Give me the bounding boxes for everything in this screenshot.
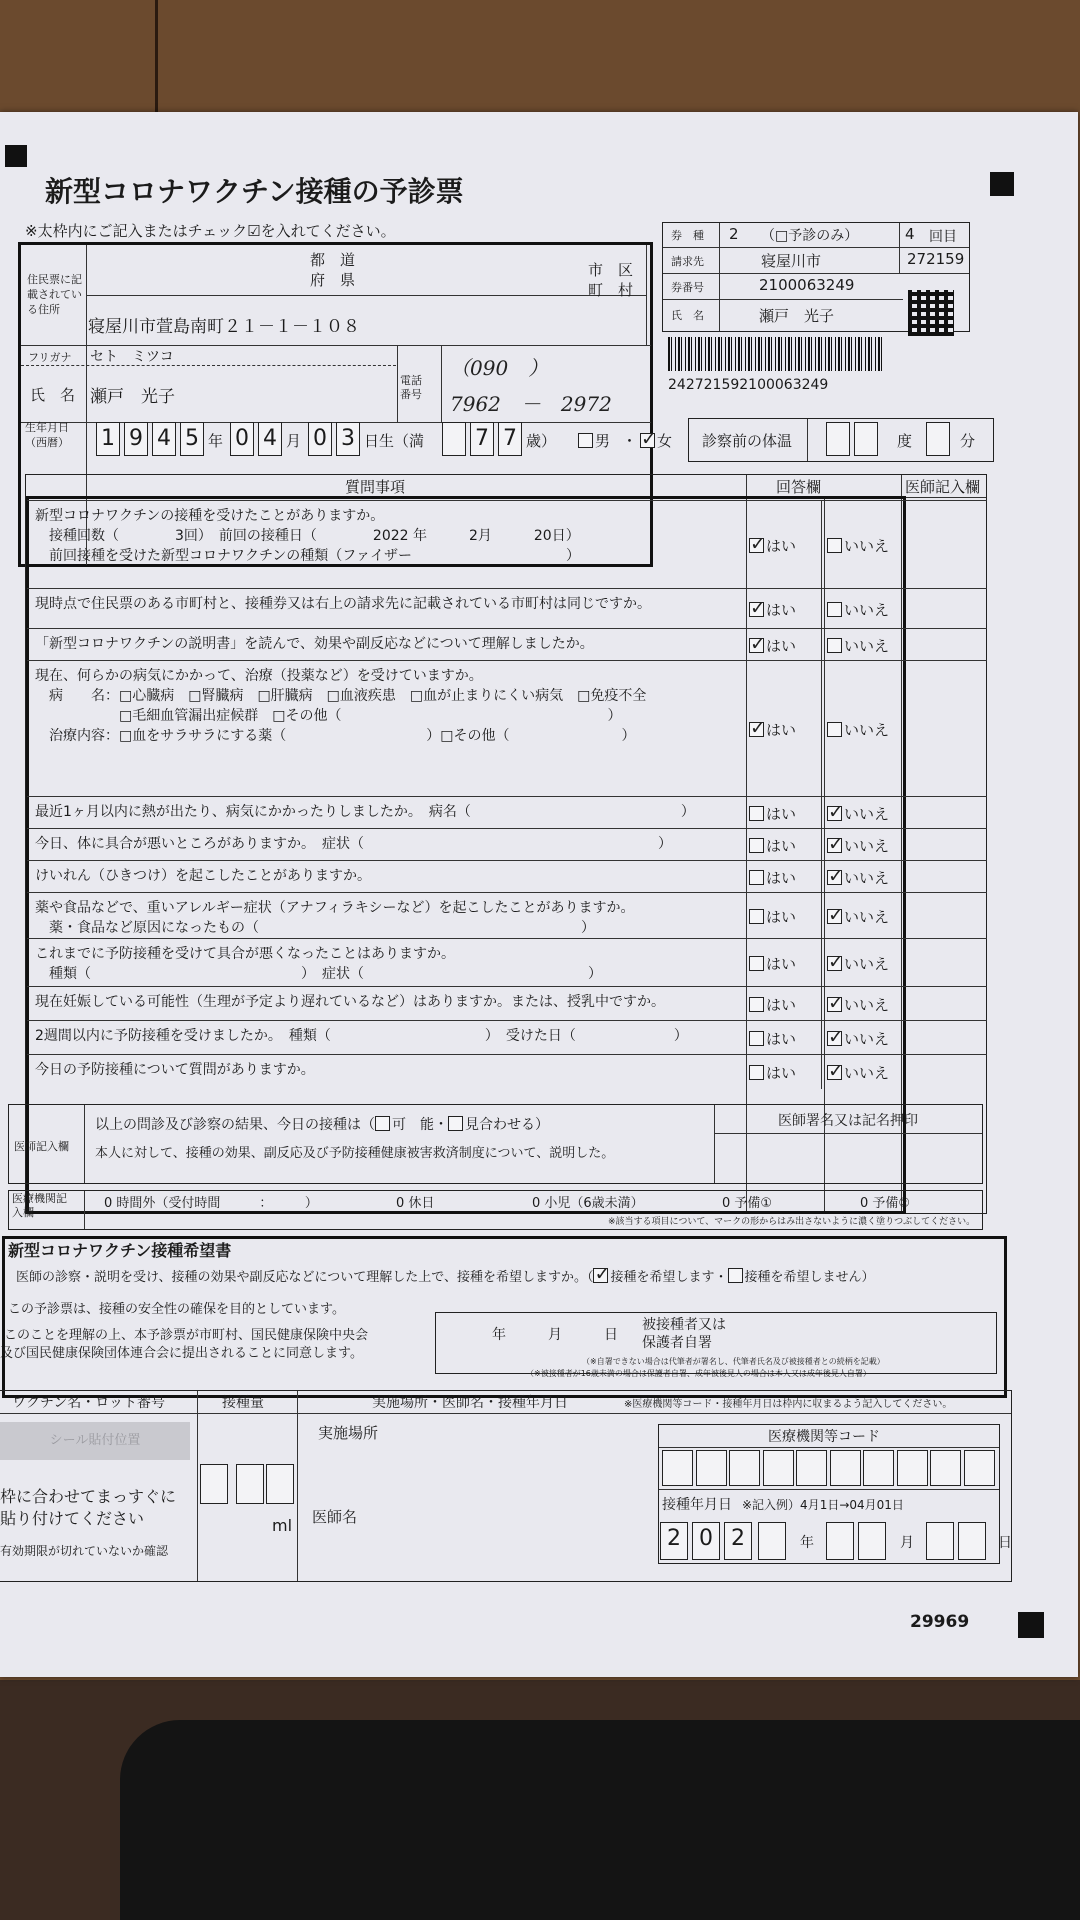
vaccine-day-digit[interactable]: [926, 1522, 954, 1560]
place-label: 実施場所: [318, 1424, 379, 1442]
institution-code-cell[interactable]: [830, 1450, 861, 1486]
qr-code: [908, 290, 954, 336]
yes-checkbox[interactable]: [749, 909, 764, 924]
no-checkbox[interactable]: [827, 956, 842, 971]
temp-min: 分: [960, 432, 976, 450]
age-suffix: 歳）: [526, 432, 557, 450]
barcode: [668, 337, 883, 371]
yes-label: はい: [766, 908, 797, 926]
age-digit: 7: [470, 422, 494, 456]
no-label: いいえ: [844, 837, 890, 855]
institution-code-cell[interactable]: [964, 1450, 995, 1486]
answer-yes[interactable]: [749, 635, 796, 656]
answer-yes[interactable]: [749, 803, 796, 824]
no-checkbox[interactable]: [827, 838, 842, 853]
yes-checkbox[interactable]: [749, 538, 764, 553]
phone-label: 電話番号: [400, 374, 422, 401]
question-text: 治療内容：□血をサラサラにする薬（ ）□その他（ ）: [35, 728, 636, 744]
institution-option[interactable]: 0 小児（6歳未満）: [532, 1196, 644, 1211]
ticket-count: 4: [905, 225, 915, 243]
birth-year-digit: 9: [124, 422, 148, 456]
questionnaire-sheet: [0, 112, 1078, 1677]
name-value: 瀬戸 光子: [90, 387, 175, 407]
answer-yes[interactable]: [749, 1028, 796, 1049]
consent-note1: （※自署できない場合は代筆者が署名し、代筆者氏名及び被接種者との続柄を記載）: [582, 1357, 885, 1366]
date-label: 接種年月日: [662, 1497, 732, 1513]
amount-digit[interactable]: [266, 1464, 294, 1504]
vaccine-day-suffix: 日: [998, 1535, 1012, 1551]
no-label: いいえ: [844, 721, 890, 739]
year-suffix: 年: [208, 432, 224, 450]
doctor-line2: 本人に対して、接種の効果、副反応及び予防接種健康被害救済制度について、説明した。: [95, 1146, 615, 1161]
no-checkbox[interactable]: [827, 638, 842, 653]
institution-code-cell[interactable]: [863, 1450, 894, 1486]
no-checkbox[interactable]: [827, 997, 842, 1012]
birth-label: 生年月日（西暦）: [25, 421, 69, 449]
institution-code-label: 医療機関等コード: [768, 1429, 880, 1445]
sticker-hint1: 枠に合わせてまっすぐに: [0, 1487, 177, 1506]
institution-option[interactable]: 0 予備①: [722, 1196, 773, 1211]
female-checkbox[interactable]: [640, 433, 655, 448]
no-checkbox[interactable]: [827, 1031, 842, 1046]
vaccine-note: ※医療機関等コード・接種年月日は枠内に収まるよう記入してください。: [624, 1399, 953, 1410]
question-text: 新型コロナワクチンの接種を受けたことがありますか。: [35, 508, 385, 524]
institution-option[interactable]: 0 休日: [396, 1196, 435, 1211]
vaccine-month-digit[interactable]: [858, 1522, 886, 1560]
no-label: いいえ: [844, 955, 890, 973]
question-row: [27, 796, 987, 828]
answer-no[interactable]: [827, 953, 889, 974]
birth-day-digit: 3: [336, 422, 360, 456]
temp-label: 診察前の体温: [702, 432, 793, 450]
consent-line1: 医師の診察・説明を受け、接種の効果や副反応などについて理解した上で、接種を希望しますか。（✓ 接種を希望します・ 接種を希望しません）: [16, 1266, 875, 1285]
yes-checkbox[interactable]: [749, 722, 764, 737]
birth-month-digit: 0: [230, 422, 254, 456]
ticket-type-note: （□予診のみ）: [761, 228, 859, 244]
question-text: 現在、何らかの病気にかかって、治療（投薬など）を受けていますか。: [35, 668, 483, 684]
sex-male[interactable]: 男: [578, 430, 610, 451]
question-row: [27, 1054, 987, 1088]
question-text: これまでに予防接種を受けて具合が悪くなったことはありますか。: [35, 946, 455, 962]
vaccine-year-digit: 2: [724, 1522, 752, 1560]
consent-note2: （※被接種者が16歳未満の場合は保護者自署、成年被後見人の場合は本人又は成年後見人自署）: [526, 1369, 871, 1378]
no-label: いいえ: [844, 869, 890, 887]
male-checkbox[interactable]: [578, 433, 593, 448]
birth-day-digit: 0: [308, 422, 332, 456]
sticker-hint2: 貼り付けてください: [0, 1509, 145, 1528]
yes-checkbox[interactable]: [749, 1031, 764, 1046]
institution-option[interactable]: 0 予備②: [860, 1196, 911, 1211]
birth-year-digit: 1: [96, 422, 120, 456]
no-label: いいえ: [844, 537, 890, 555]
answer-yes[interactable]: [749, 535, 796, 556]
consent-title: 新型コロナワクチン接種希望書: [8, 1241, 232, 1260]
question-text: 前回接種を受けた新型コロナワクチンの種類（ファイザー ）: [35, 548, 581, 564]
birth-month-digit: 4: [258, 422, 282, 456]
nowish-checkbox[interactable]: [728, 1268, 743, 1283]
wish-checkbox[interactable]: [593, 1268, 608, 1283]
temp-digit[interactable]: [854, 422, 878, 456]
amount-digit[interactable]: [236, 1464, 264, 1504]
institution-code-cell[interactable]: [763, 1450, 794, 1486]
vaccine-year-suffix: 年: [800, 1535, 814, 1551]
answer-no[interactable]: [827, 719, 889, 740]
no-label: いいえ: [844, 1030, 890, 1048]
question-text: 今日、体に具合が悪いところがありますか。 症状（ ）: [35, 836, 672, 852]
answer-yes[interactable]: [749, 867, 796, 888]
consent-signer2: 保護者自署: [642, 1335, 712, 1351]
ticket-type-value: 2: [729, 225, 739, 243]
question-row: [27, 1020, 987, 1054]
question-row: [27, 628, 987, 660]
question-text: けいれん（ひきつけ）を起こしたことがありますか。: [35, 868, 371, 884]
institution-code-cell[interactable]: [897, 1450, 928, 1486]
no-label: いいえ: [844, 996, 890, 1014]
ticket-count-suffix: 回目: [929, 229, 957, 245]
answer-no[interactable]: [827, 906, 889, 927]
requester-value: 寝屋川市: [761, 252, 822, 270]
registration-mark: [5, 145, 27, 167]
answer-yes[interactable]: [749, 835, 796, 856]
doctor-signature-label: 医師署名又は記名押印: [778, 1113, 918, 1129]
no-label: いいえ: [844, 637, 890, 655]
yes-checkbox[interactable]: [749, 956, 764, 971]
question-row: [27, 828, 987, 860]
consent-line2: この予診票は、接種の安全性の確保を目的としています。: [8, 1302, 345, 1317]
consent-line3: このことを理解の上、本予診票が市町村、国民健康保険中央会: [4, 1328, 369, 1343]
question-row: [27, 986, 987, 1020]
institution-note: ※該当する項目について、マークの形からはみ出さないように濃く塗りつぶしてください。: [608, 1217, 976, 1227]
no-label: いいえ: [844, 908, 890, 926]
ticket-name-label: 氏 名: [671, 309, 704, 322]
vaccine-year-digit: 0: [692, 1522, 720, 1560]
yes-checkbox[interactable]: [749, 602, 764, 617]
expiry-check: 有効期限が切れていないか確認: [0, 1544, 169, 1558]
question-row: [27, 892, 987, 938]
yes-checkbox[interactable]: [749, 638, 764, 653]
vaccine-place-header: 実施場所・医師名・接種年月日: [372, 1395, 568, 1411]
consent-line4: 及び国民健康保険団体連合会に提出されることに同意します。: [0, 1346, 363, 1361]
yes-label: はい: [766, 837, 797, 855]
no-checkbox[interactable]: [827, 806, 842, 821]
vaccine-amount-header: 接種量: [222, 1395, 264, 1411]
answers-header: 回答欄: [776, 478, 822, 496]
phone-area: （090 ）: [450, 356, 549, 380]
question-text: 今日の予防接種について質問がありますか。: [35, 1062, 315, 1078]
no-checkbox[interactable]: [827, 538, 842, 553]
yes-label: はい: [766, 1030, 797, 1048]
no-label: いいえ: [844, 805, 890, 823]
address-label: 住民票に記載されている住所: [27, 273, 82, 316]
yes-label: はい: [766, 955, 797, 973]
vaccine-year-digit: 2: [660, 1522, 688, 1560]
date-example: ※記入例）4月1日→04月01日: [742, 1498, 904, 1512]
temp-digit[interactable]: [826, 422, 850, 456]
pref-top: 都 道: [310, 251, 356, 269]
yes-checkbox[interactable]: [749, 870, 764, 885]
vaccine-month-suffix: 月: [900, 1535, 914, 1551]
floor-shadow: [120, 1720, 1080, 1920]
consent-date: 年 月 日: [492, 1327, 618, 1343]
yes-label: はい: [766, 869, 797, 887]
answer-yes[interactable]: [749, 906, 796, 927]
question-text: 現在妊娠している可能性（生理が予定より遅れているなど）はありますか。または、授乳中ですか。: [35, 994, 665, 1010]
institution-code-cell[interactable]: [729, 1450, 760, 1486]
vaccine-day-digit[interactable]: [958, 1522, 986, 1560]
answer-no[interactable]: [827, 803, 889, 824]
question-text: 接種回数（ 3回） 前回の接種日（ 2022 年 2月 20日）: [35, 528, 580, 544]
answer-yes[interactable]: [749, 599, 796, 620]
vaccine-month-digit[interactable]: [826, 1522, 854, 1560]
question-text: 現時点で住民票のある市町村と、接種券又は右上の請求先に記載されている市町村は同じですか。: [35, 596, 651, 612]
form-title: 新型コロナワクチン接種の予診票: [45, 175, 464, 208]
instruction: ※太枠内にご記入またはチェック☑を入れてください。: [25, 222, 396, 240]
requester-label: 請求先: [671, 255, 704, 268]
city-bottom: 町 村: [588, 281, 634, 299]
answer-no[interactable]: [827, 994, 889, 1015]
institution-code-cell[interactable]: [662, 1450, 693, 1486]
question-row: [27, 660, 987, 796]
answer-no[interactable]: [827, 535, 889, 556]
no-checkbox[interactable]: [827, 870, 842, 885]
institution-option[interactable]: 0 時間外（受付時間 ： ）: [104, 1196, 318, 1211]
question-text: 種類（ ） 症状（ ）: [35, 966, 602, 982]
doctor-header: 医師記入欄: [905, 478, 981, 496]
possible-checkbox[interactable]: [375, 1116, 390, 1131]
question-text: 薬や食品などで、重いアレルギー症状（アナフィラキシーなど）を起こしたことがありますか。: [35, 900, 635, 916]
answer-no[interactable]: [827, 835, 889, 856]
question-row: [27, 860, 987, 892]
answer-no[interactable]: [827, 599, 889, 620]
ticket-type-label: 券 種: [671, 229, 704, 242]
registration-mark: [1018, 1612, 1044, 1638]
question-text: 最近1ヶ月以内に熱が出たり、病気にかかったりしましたか。 病名（ ）: [35, 804, 695, 820]
month-suffix: 月: [286, 432, 302, 450]
institution-label: 医療機関記入欄: [12, 1192, 67, 1219]
answer-no[interactable]: [827, 1062, 889, 1083]
no-checkbox[interactable]: [827, 909, 842, 924]
pref-bottom: 府 県: [310, 271, 356, 289]
doctor-name-label: 医師名: [312, 1508, 358, 1526]
amount-digit[interactable]: [200, 1464, 228, 1504]
answer-yes[interactable]: [749, 1062, 796, 1083]
birth-year-digit: 4: [152, 422, 176, 456]
ticket-name: 瀬戸 光子: [759, 307, 835, 325]
sticker-position[interactable]: シール貼付位置: [0, 1422, 190, 1460]
yes-checkbox[interactable]: [749, 806, 764, 821]
answer-yes[interactable]: [749, 994, 796, 1015]
age-digit: 7: [498, 422, 522, 456]
requester-code: 272159: [907, 250, 965, 268]
institution-code-cell[interactable]: [696, 1450, 727, 1486]
yes-label: はい: [766, 805, 797, 823]
sex-sep: ・: [622, 432, 638, 450]
question-text: 2週間以内に予防接種を受けましたか。 種類（ ） 受けた日（ ）: [35, 1028, 688, 1044]
question-text: 薬・食品など原因になったもの（ ）: [35, 920, 595, 936]
city-top: 市 区: [588, 261, 634, 279]
no-checkbox[interactable]: [827, 722, 842, 737]
institution-code-cell[interactable]: [796, 1450, 827, 1486]
answer-yes[interactable]: [749, 953, 796, 974]
yes-label: はい: [766, 537, 797, 555]
question-text: □毛細血管漏出症候群 □その他（ ）: [35, 708, 622, 724]
name-label: 氏 名: [30, 386, 76, 404]
temp-deg: 度: [897, 432, 913, 450]
ticket-number: 2100063249: [759, 276, 855, 294]
yes-checkbox[interactable]: [749, 1065, 764, 1080]
yes-checkbox[interactable]: [749, 997, 764, 1012]
no-label: いいえ: [844, 601, 890, 619]
furigana-label: フリガナ: [28, 351, 72, 364]
registration-mark: [990, 172, 1014, 196]
birth-year-digit: 5: [180, 422, 204, 456]
answer-no[interactable]: [827, 867, 889, 888]
no-label: いいえ: [844, 1064, 890, 1082]
postpone-checkbox[interactable]: [448, 1116, 463, 1131]
consent-signer1: 被接種者又は: [642, 1317, 726, 1333]
question-text: 病 名：□心臓病 □腎臓病 □肝臓病 □血液疾患 □血が止まりにくい病気 □免疫不全: [35, 688, 647, 704]
doctor-line1: 以上の問診及び診察の結果、今日の接種は（ 可 能・ 見合わせる）: [95, 1117, 549, 1133]
answer-no[interactable]: [827, 1028, 889, 1049]
questions-header: 質問事項: [345, 478, 406, 496]
ml-unit: ml: [272, 1516, 293, 1535]
phone-number: 7962 － 2972: [450, 392, 612, 416]
form-number: 29969: [910, 1612, 970, 1632]
yes-label: はい: [766, 1064, 797, 1082]
yes-label: はい: [766, 601, 797, 619]
ticket-number-label: 券番号: [671, 281, 704, 294]
yes-checkbox[interactable]: [749, 838, 764, 853]
no-checkbox[interactable]: [827, 1065, 842, 1080]
sex-female[interactable]: ✓ 女: [640, 430, 672, 451]
day-suffix: 日生（満: [364, 432, 425, 450]
no-checkbox[interactable]: [827, 602, 842, 617]
answer-yes[interactable]: [749, 719, 796, 740]
question-row: [27, 938, 987, 986]
doctor-label: 医師記入欄: [14, 1140, 69, 1153]
yes-label: はい: [766, 721, 797, 739]
address-value: 寝屋川市萱島南町２１－１－１０８: [88, 317, 360, 337]
vaccine-name-header: ワクチン名・ロット番号: [12, 1395, 166, 1411]
temp-decimal[interactable]: [926, 422, 950, 456]
institution-code-cell[interactable]: [930, 1450, 961, 1486]
yes-label: はい: [766, 996, 797, 1014]
answer-no[interactable]: [827, 635, 889, 656]
age-digit: [442, 422, 466, 456]
question-text: 「新型コロナワクチンの説明書」を読んで、効果や副反応などについて理解しましたか。: [35, 636, 594, 652]
question-row: [27, 588, 987, 628]
question-row: [27, 500, 987, 588]
yes-label: はい: [766, 637, 797, 655]
furigana-value: セト ミツコ: [90, 349, 174, 365]
barcode-number: 242721592100063249: [668, 377, 829, 393]
vaccine-year-digit[interactable]: [758, 1522, 786, 1560]
